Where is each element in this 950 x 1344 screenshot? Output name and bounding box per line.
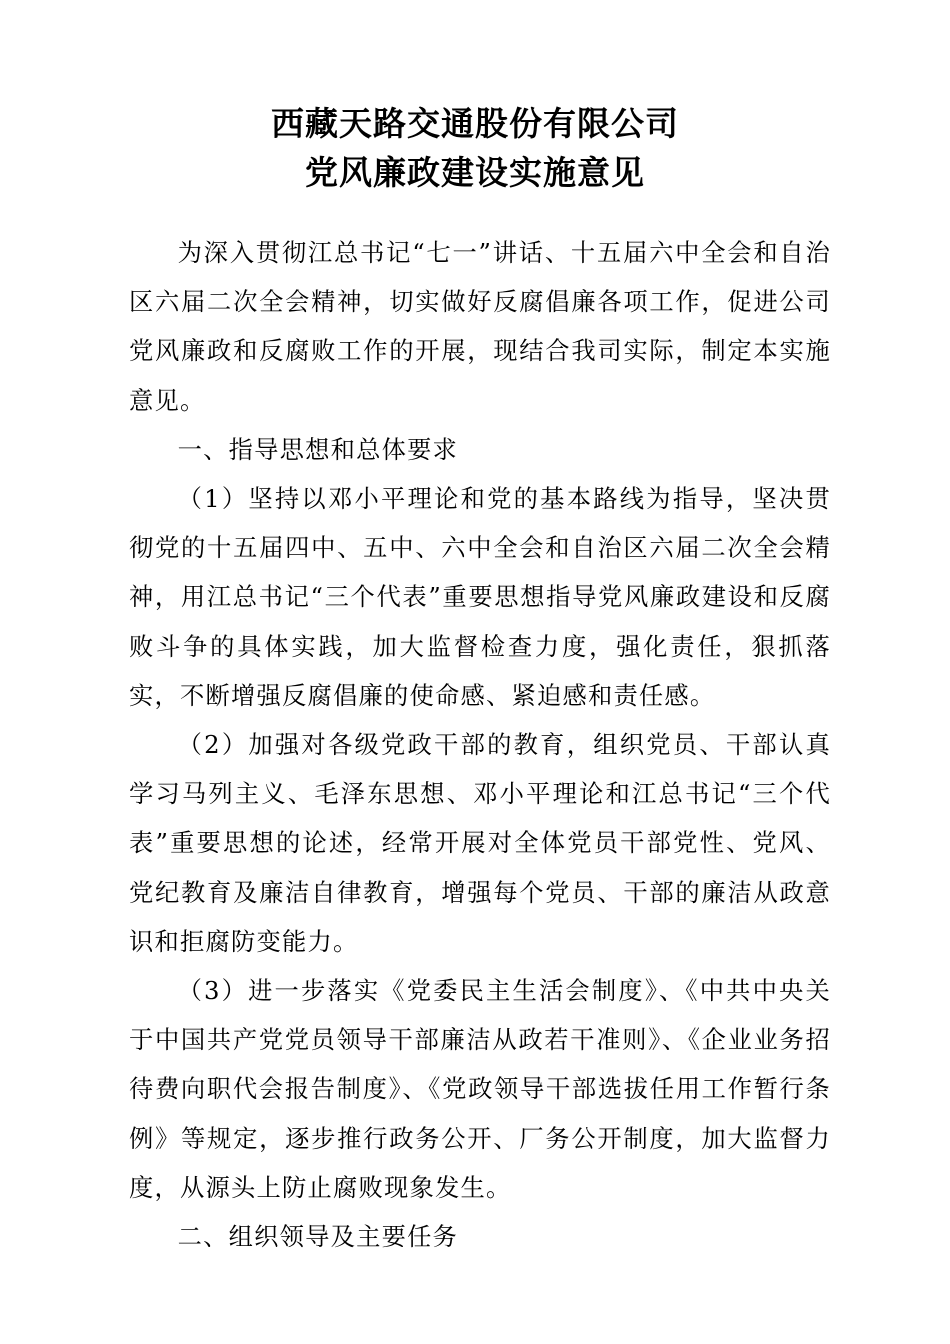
item-paragraph-3: （3）进一步落实《党委民主生活会制度》、《中共中央关于中国共产党党员领导干部廉洁从政若干准则》、《企业业务招待费向职代会报告制度》、《党政领导干部选拔任用工作暂行条例》等规定，逐步推行政务公开、厂务公开制度，加大监督力度，从源头上防止腐败现象发生。 [129, 976, 831, 1202]
item-paragraph-2: （2）加强对各级党政干部的教育，组织党员、干部认真学习马列主义、毛泽东思想、邓小平理论和江总书记“三个代表”重要思想的论述，经常开展对全体党员干部党性、党风、党纪教育及廉洁自律教育，增强每个党员、干部的廉洁从政意识和拒腐防变能力。 [129, 730, 831, 956]
section-heading-2: 二、组织领导及主要任务 [177, 1222, 459, 1252]
document-title-line2: 党风廉政建设实施意见 [305, 153, 645, 192]
document-title-line1: 西藏天路交通股份有限公司 [271, 104, 679, 143]
intro-paragraph: 为深入贯彻江总书记“七一”讲话、十五届六中全会和自治区六届二次全会精神，切实做好反腐倡廉各项工作，促进公司党风廉政和反腐败工作的开展，现结合我司实际，制定本实施意见。 [129, 238, 831, 415]
document-body [129, 228, 831, 1261]
item-paragraph-1: （1）坚持以邓小平理论和党的基本路线为指导，坚决贯彻党的十五届四中、五中、六中全会和自治区六届二次全会精神，用江总书记“三个代表”重要思想指导党风廉政建设和反腐败斗争的具体实践，加大监督检查力度，强化责任，狠抓落实，不断增强反腐倡廉的使命感、紧迫感和责任感。 [129, 484, 831, 710]
section-heading-1: 一、指导思想和总体要求 [177, 434, 459, 464]
